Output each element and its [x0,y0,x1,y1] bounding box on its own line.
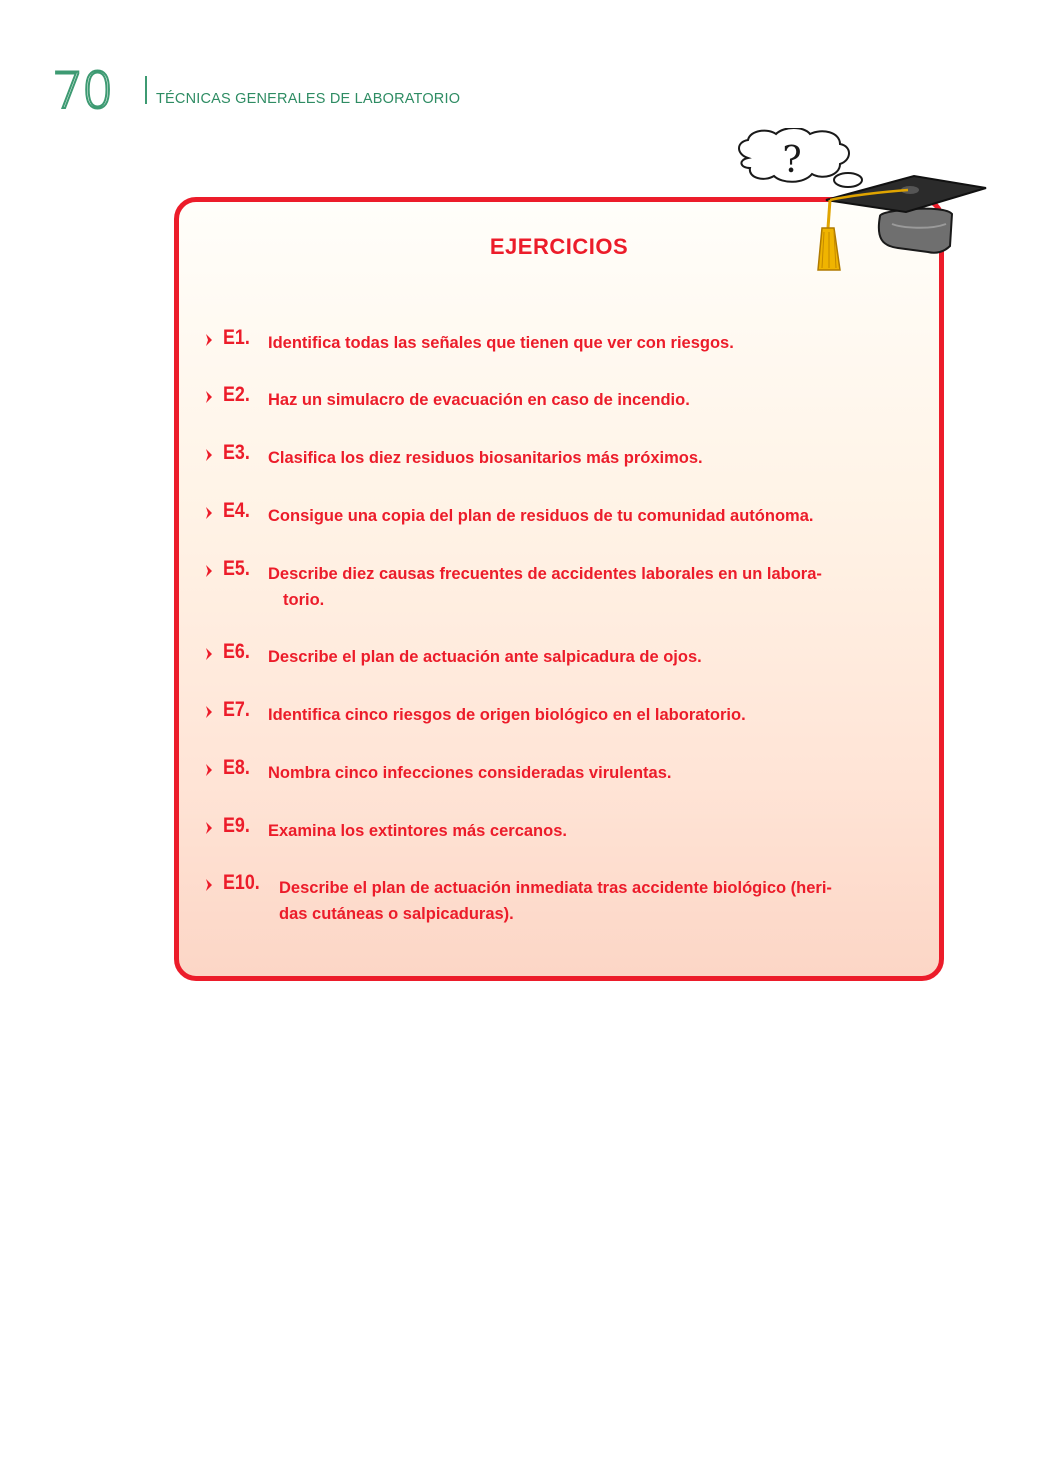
box-title: EJERCICIOS [489,234,629,259]
chevron-bullet-icon [205,390,213,404]
exercise-text: Identifica cinco riesgos de origen biológico en el laboratorio. [268,706,746,724]
exercise-text-line: Describe el plan de actuación inmediata tras accidente biológico (heri- [279,879,832,897]
chevron-bullet-icon [205,878,213,892]
chevron-bullet-icon [205,763,213,777]
exercise-text: Nombra cinco infecciones consideradas virulentas. [268,764,672,782]
running-title: TÉCNICAS GENERALES DE LABORATORIO [156,91,461,107]
exercise-text-line: Describe diez causas frecuentes de accidentes laborales en un labora- [268,565,822,583]
exercise-text-line: das cutáneas o salpicaduras). [279,905,514,923]
chevron-bullet-icon [205,564,213,578]
exercise-code: E9. [223,814,250,837]
exercise-code: E3. [223,441,250,464]
graduation-cap-icon [730,128,990,278]
chevron-bullet-icon [205,647,213,661]
exercise-text: Consigue una copia del plan de residuos de tu comunidad autónoma. [268,507,814,525]
exercise-code: E10. [223,871,260,894]
chevron-bullet-icon [205,821,213,835]
exercise-text: Examina los extintores más cercanos. [268,822,567,840]
thought-question-mark: ? [782,140,802,181]
exercise-code: E8. [223,756,250,779]
exercises-box [174,197,944,981]
exercise-code: E7. [223,698,250,721]
chevron-bullet-icon [205,705,213,719]
chevron-bullet-icon [205,333,213,347]
exercise-code: E5. [223,557,250,580]
exercise-text: Clasifica los diez residuos biosanitarios más próximos. [268,449,703,467]
exercise-code: E4. [223,499,250,522]
exercise-text-line: torio. [283,591,325,609]
header-divider [145,76,147,104]
chevron-bullet-icon [205,448,213,462]
exercise-text: Describe el plan de actuación ante salpicadura de ojos. [268,648,702,666]
page-number: 70 [52,62,112,120]
exercise-text: Identifica todas las señales que tienen que ver con riesgos. [268,334,734,352]
exercise-text: Haz un simulacro de evacuación en caso de incendio. [268,391,690,409]
exercise-code: E6. [223,640,250,663]
exercise-code: E2. [223,383,250,406]
chevron-bullet-icon [205,506,213,520]
exercise-code: E1. [223,326,250,349]
exercise-text [279,875,917,927]
exercise-text [268,561,917,613]
